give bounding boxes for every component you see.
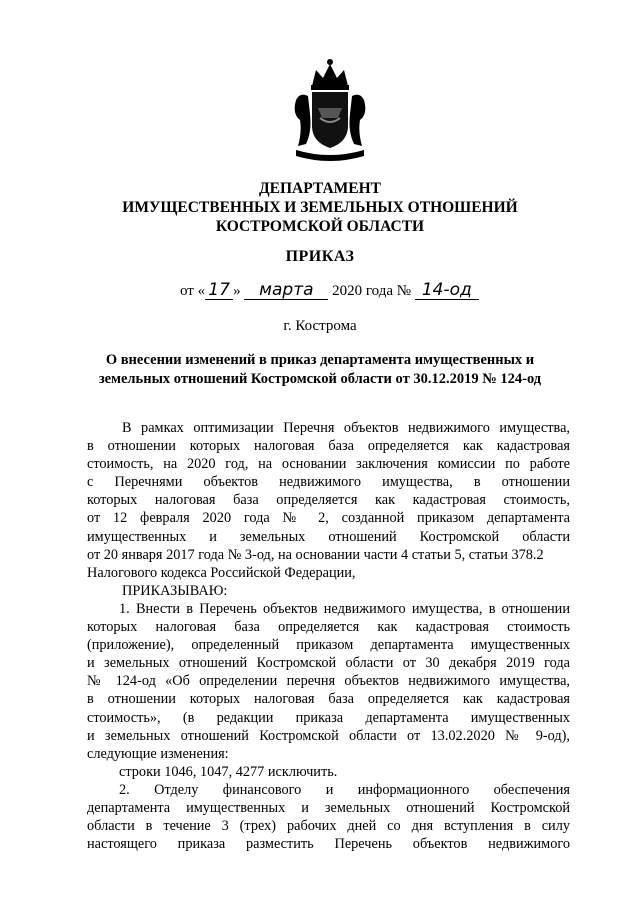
body-line: (приложение), определенный приказом департамента имущественных xyxy=(87,637,570,654)
body-line: которых налоговая база определяется как кадастровая стоимость, xyxy=(87,492,570,509)
body-line: следующие изменения: xyxy=(87,745,229,762)
body-line: и земельных отношений Костромской области от 13.02.2020 № 9-од), xyxy=(87,727,570,744)
body-line: области в течение 3 (трех) рабочих дней со дня вступления в силу xyxy=(87,818,570,835)
date-quote-close: » xyxy=(233,283,241,299)
year-text: 2020 года № xyxy=(332,283,412,299)
body-line: стоимость, на 2020 год, на основании заключения комиссии по работе xyxy=(87,456,570,473)
body-line: в отношении которых налоговая база определяется как кадастровая xyxy=(87,438,570,455)
department-title-line2: ИМУЩЕСТВЕННЫХ И ЗЕМЕЛЬНЫХ ОТНОШЕНИЙ xyxy=(122,199,518,216)
body-line: 2. Отделу финансового и информационного обеспечения xyxy=(119,781,570,798)
body-line: В рамках оптимизации Перечня объектов недвижимого имущества, xyxy=(122,420,570,436)
order-title: ПРИКАЗ xyxy=(285,248,355,265)
body-line: и земельных отношений Костромской области от 30 декабря 2019 года xyxy=(87,655,570,672)
date-prefix: от « xyxy=(180,283,206,299)
handwritten-month: марта xyxy=(244,281,328,300)
body-line: настоящего приказа разместить Перечень объектов недвижимого xyxy=(87,836,570,853)
body-line: в отношении которых налоговая база определяется как кадастровая xyxy=(87,691,570,708)
order-date-line xyxy=(180,281,479,301)
department-title-line3: КОСТРОМСКОЙ ОБЛАСТИ xyxy=(215,218,425,235)
city: г. Кострома xyxy=(283,318,357,334)
subject-line1: О внесении изменений в приказ департамента имущественных и xyxy=(105,352,535,368)
body-line: стоимость», (в редакции приказа департамента имущественных xyxy=(87,709,570,726)
department-title-line1: ДЕПАРТАМЕНТ xyxy=(258,180,382,197)
body-line: № 124-од «Об определении перечня объектов недвижимого имущества, xyxy=(87,673,570,690)
body-line: которых налоговая база определяется как кадастровая стоимость xyxy=(87,619,570,636)
body-line: строки 1046, 1047, 4277 исключить. xyxy=(119,763,338,780)
body-line: с Перечнями объектов недвижимого имущества, в отношении xyxy=(87,474,570,491)
body-line: от 12 февраля 2020 года № 2, созданной приказом департамента xyxy=(87,510,570,527)
body-line: департамента имущественных и земельных отношений Костромской xyxy=(87,799,570,816)
body-line: 1. Внести в Перечень объектов недвижимого имущества, в отношении xyxy=(119,600,570,617)
body-line: Налогового кодекса Российской Федерации, xyxy=(87,564,356,581)
handwritten-order-number: 14-од xyxy=(415,281,479,300)
coat-of-arms-emblem xyxy=(290,56,370,166)
body-line-order-word: ПРИКАЗЫВАЮ: xyxy=(122,582,228,599)
subject-line2: земельных отношений Костромской области от 30.12.2019 № 124-од xyxy=(98,371,542,387)
body-line: имущественных и земельных отношений Костромской области xyxy=(87,528,570,545)
body-line: от 20 января 2017 года № 3-од, на основании части 4 статьи 5, статьи 378.2 xyxy=(87,546,544,563)
handwritten-day: 17 xyxy=(205,281,233,300)
order-body xyxy=(87,419,570,853)
